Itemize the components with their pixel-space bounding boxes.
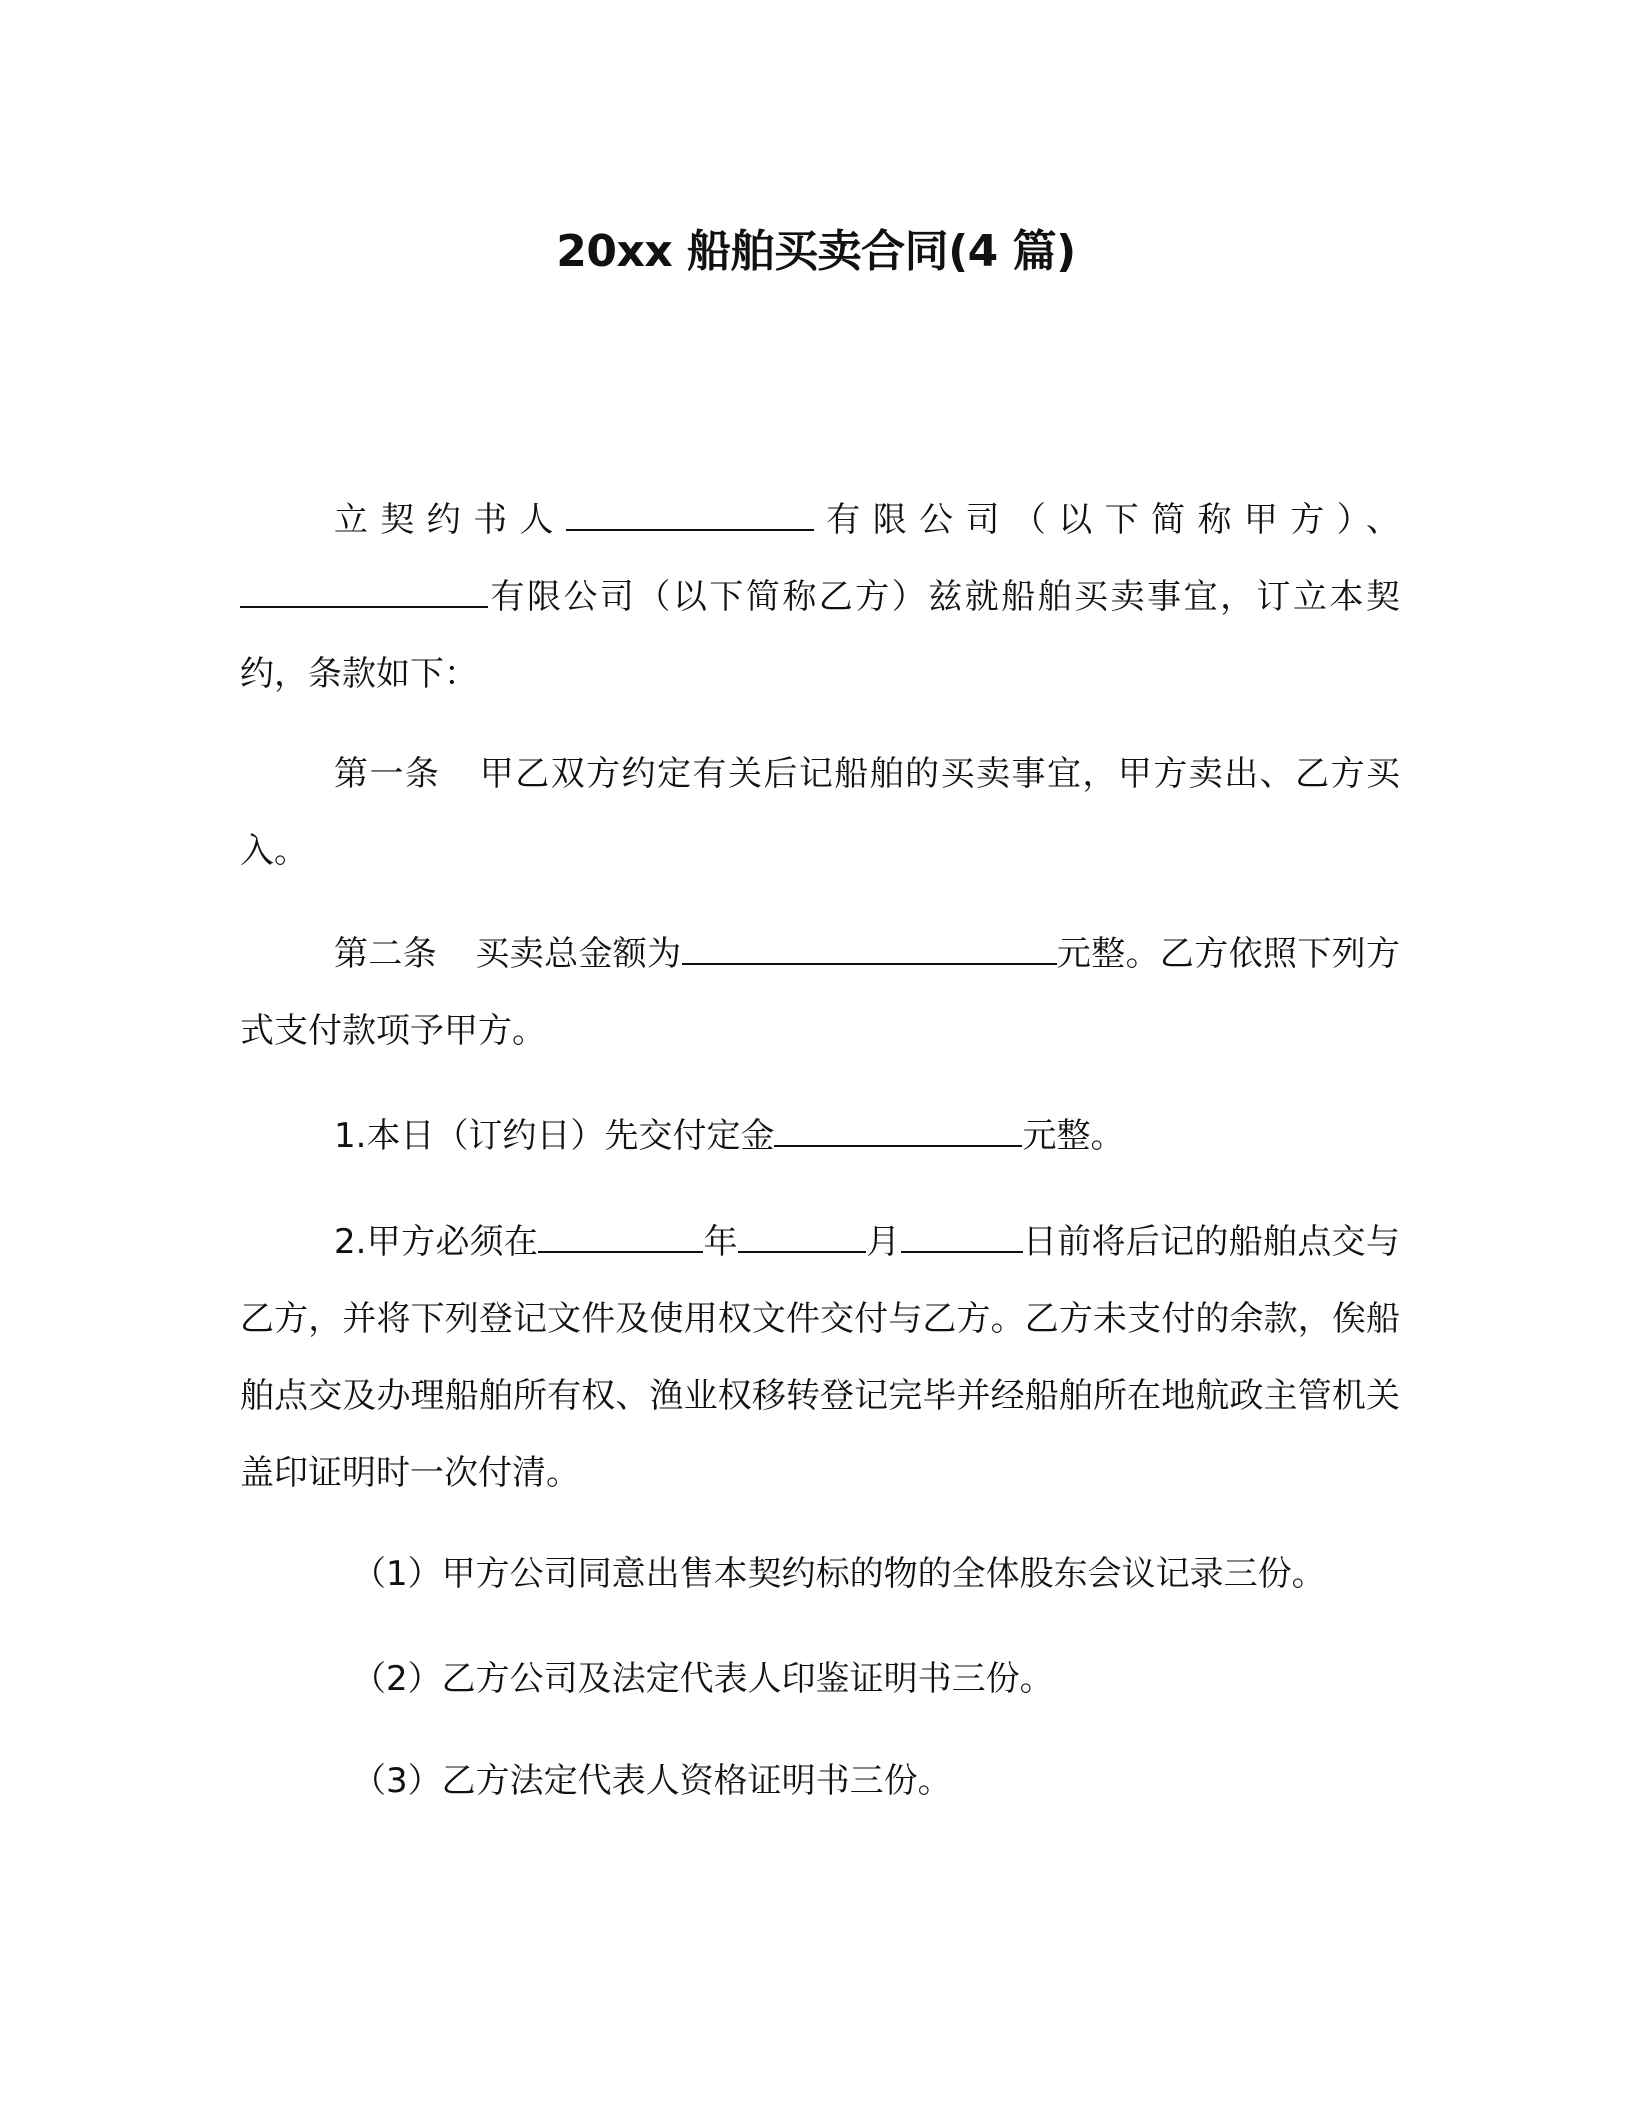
party-b-blank [240, 574, 488, 608]
list-item: （3）乙方法定代表人资格证明书三份。 [352, 1761, 952, 1801]
article-1-label: 第一条 [334, 754, 441, 794]
list-item: （1）甲方公司同意出售本契约标的物的全体股东会议记录三份。 [352, 1554, 1326, 1594]
deposit-blank [774, 1113, 1022, 1147]
intro-text-1: 立契约书人 [334, 500, 566, 540]
article-1-text: 甲乙双方约定有关后记船舶的买卖事宜，甲方卖出、乙方买入。 [240, 754, 1401, 871]
document-title: 20xx 船舶买卖合同(4 篇) [556, 226, 1076, 277]
month-blank [738, 1219, 866, 1253]
clause-2-text-2: 日前将后记的船舶点交与乙方，并将下列登记文件及使用权文件交付与乙方。乙方未支付的余款，俟船舶点交及办理船舶所有权、渔业权移转登记完毕并经船舶所在地航政主管机关盖印证明时一次付清。 [240, 1222, 1400, 1493]
month-label: 月 [865, 1222, 901, 1262]
article-2-paragraph [240, 916, 1400, 1070]
article-1-paragraph [240, 736, 1400, 890]
intro-text-2: 有限公司（以下简称甲方）、 [813, 500, 1401, 540]
year-blank [538, 1219, 703, 1253]
clause-1-text-2: 元整。 [1022, 1116, 1125, 1156]
year-label: 年 [703, 1222, 738, 1262]
day-blank [901, 1219, 1023, 1253]
article-2-label: 第二条 [334, 934, 438, 974]
article-2-text-1: 买卖总金额为 [475, 934, 682, 974]
article-2-text-2: 元整。乙方依照下列方式支付款项予甲方。 [240, 934, 1401, 1051]
total-amount-blank [682, 931, 1057, 965]
clause-2-paragraph [240, 1204, 1400, 1512]
intro-text-3: 有限公司（以下简称乙方）兹就船舶买卖事宜，订立本契约，条款如下： [240, 577, 1400, 694]
clause-1-paragraph [240, 1098, 1400, 1175]
intro-paragraph [240, 482, 1400, 713]
party-a-blank [566, 497, 814, 531]
clause-2-text-1: 2.甲方必须在 [334, 1222, 539, 1262]
list-item: （2）乙方公司及法定代表人印鉴证明书三份。 [352, 1659, 1054, 1699]
clause-1-text-1: 1.本日（订约日）先交付定金 [334, 1116, 775, 1156]
